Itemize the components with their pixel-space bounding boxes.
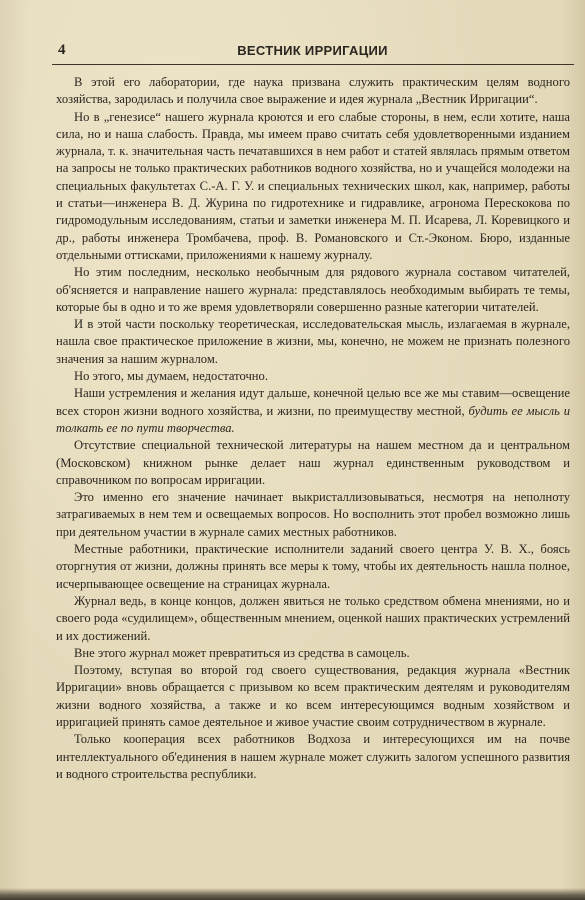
page-bottom-edge — [0, 888, 585, 900]
paragraph: Это именно его значение начинает выкристаллизовываться, несмотря на неполноту затрагиваемых в нем тем и освещаемых вопросов. Но восполнить этот пробел возможно лишь при деятельном участии в журнале самих местных работников. — [56, 490, 570, 539]
running-title: ВЕСТНИК ИРРИГАЦИИ — [237, 43, 388, 58]
paragraph: Поэтому, вступая во второй год своего существования, редакция журнала «Вестник Ирригации» вновь обращается с призывом ко всем практическим деятелям и руководителям жизни водного хозяйства, а также и ко всем интересующимся водным хозяйством и ирригацией принять самое деятельное и живое участие своим сотрудничеством в журнале. — [56, 663, 570, 729]
paragraph: Но в „генезисе“ нашего журнала кроются и его слабые стороны, в нем, если хотите, наша сила, но и наша слабость. Правда, мы имеем право считать себя удовлетворенными изданием журнала, т. к. значительная часть печатавшихся в нем работ и статей являлась прямым ответом на запросы не только практических работников водного хозяйства, но и учащейся молодежи на специальных факультетах С.-А. Г. У. и специальных технических школ, как, например, работы и статьи—инженера В. Д. Журина по гидротехнике и гидравлике, агронома Перескокова по гидромодульным исследованиям, статьи и заметки инженера М. П. Исарева, Л. Коревицкого и др., работы инженера Тромбачева, проф. В. Романовского и Ст.-Эконом. Бюро, изданные отдельными оттисками, приложениями к нашему журналу. — [56, 109, 570, 262]
paragraph: Но этим последним, несколько необычным для рядового журнала составом читателей, об'ясняется и направление нашего журнала: представлялось необходимым выбирать те темы, которые бы в одно и то же время удовлетворяли совершенно разные категории читателей. — [56, 265, 570, 314]
paragraph: В этой его лаборатории, где наука призвана служить практическим целям водного хозяйства, зародилась и получила свое выражение и идея журнала „Вестник Ирригации“. — [56, 75, 570, 107]
paragraph: Только кооперация всех работников Водхоза и интересующихся им на почве интеллектуального об'единения в нашем журнале может служить залогом успешного развития и водного строительства республики. — [56, 732, 570, 781]
paragraph: И в этой части поскольку теоретическая, исследовательская мысль, излагаемая в журнале, нашла свое практическое приложение в жизни, мы, конечно, не можем не признать полезного значения за нашим журналом. — [56, 317, 570, 366]
paragraph: Вне этого журнал может превратиться из средства в самоцель. — [74, 645, 410, 660]
paragraph: Местные работники, практические исполнители заданий своего центра У. В. Х., боясь оторгнутия от жизни, должны принять все меры к тому, чтобы их деятельность нашла полное, исчерпывающее освещение на страницах журнала. — [56, 542, 570, 591]
header-rule — [52, 64, 574, 65]
paragraph: Но этого, мы думаем, недостаточно. — [74, 369, 268, 384]
paragraph: Журнал ведь, в конце концов, должен явиться не только средством обмена мнениями, но и своего рода «судилищем», общественным мнением, оценкой наших практических устремлений и их достижений. — [56, 593, 570, 643]
paragraph — [56, 385, 570, 437]
emphasized-phrase: будить ее мысль и толкать ее по пути творчества. — [56, 403, 570, 435]
page-header — [50, 42, 575, 64]
paragraph: Отсутствие специальной технической литературы на нашем местном да и центральном (Московском) книжном рынке делает наш журнал единственным руководством и справочником по вопросам ирригации. — [56, 438, 570, 487]
paragraph-text: Наши устремления и желания идут дальше, конечной целью все же мы ставим—освещение всех сторон жизни водного хозяйства, и жизни, по преимуществу местной, — [56, 386, 570, 418]
page-number: 4 — [58, 42, 66, 58]
article-body — [56, 74, 570, 783]
